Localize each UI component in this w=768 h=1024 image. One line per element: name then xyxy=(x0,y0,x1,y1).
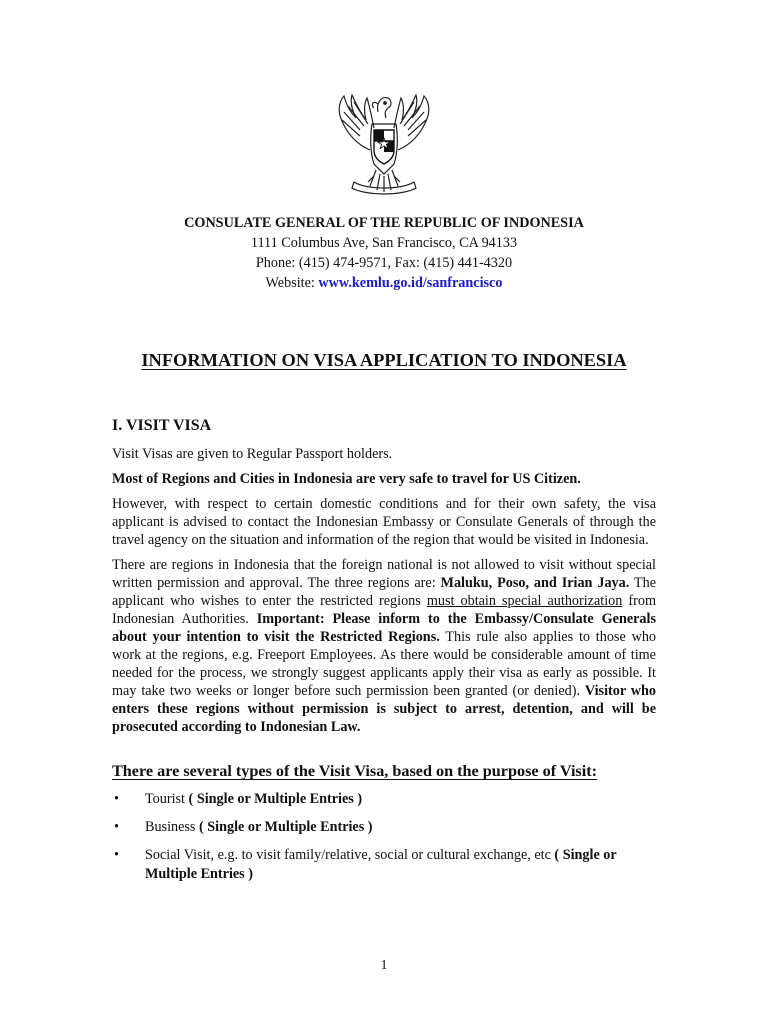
address: 1111 Columbus Ave, San Francisco, CA 94133 xyxy=(250,235,518,251)
advisory-paragraph: However, with respect to certain domestic conditions and for their own safety, the visa applicant is advised to contact the Indonesian Embassy or Consulate Generals of through the travel agency on the situation and information of the region that would be visited in Indonesia. xyxy=(112,496,656,548)
list-item: • Tourist ( Single or Multiple Entries ) xyxy=(114,791,363,807)
organization-name: CONSULATE GENERAL OF THE REPUBLIC OF INDONESIA xyxy=(184,215,584,231)
list-item: • Business ( Single or Multiple Entries ) xyxy=(114,819,373,835)
website-link[interactable]: www.kemlu.go.id/sanfrancisco xyxy=(318,275,503,291)
website-line xyxy=(0,273,768,293)
arrest-warning: Visitor who enters these regions without permission is subject to arrest, detention, and will be prosecuted according to Indonesian Law. xyxy=(112,683,656,735)
section-heading: I. VISIT VISA xyxy=(112,417,212,434)
letterhead xyxy=(0,213,768,293)
document-title: INFORMATION ON VISA APPLICATION TO INDONESIA xyxy=(141,350,627,370)
restricted-regions-list: Maluku, Poso, and Irian Jaya. xyxy=(440,575,630,591)
bullet-icon: • xyxy=(114,847,119,863)
intro-paragraph: Visit Visas are given to Regular Passport holders. xyxy=(112,446,393,462)
visa-types-list xyxy=(112,790,656,884)
garuda-emblem-icon xyxy=(330,90,438,200)
restricted-regions-paragraph: There are regions in Indonesia that the foreign national is not allowed to visit without special written permission and approval. The three regions are: Maluku, Poso, and Irian Jaya. The applicant who wishes to enter the restricted regions must obtain special authorization from Indonesian Authorities. Important: Please inform to the Embassy/Consulate Generals about your intention to visit the Restricted Regions. This rule also applies to those who work at the regions, e.g. Freeport Employees. As there would be considerable amount of time needed for the process, we strongly suggest applicants apply their visa as early as possible. It may take two weeks or longer before such permission been granted (or denied). Visitor who enters these regions without permission is subject to arrest, detention, and will be prosecuted according to Indonesian Law. xyxy=(112,557,657,735)
bullet-icon: • xyxy=(114,819,119,835)
special-authorization-emphasis: must obtain special authorization xyxy=(426,593,623,609)
website-label: Website: xyxy=(265,275,315,291)
phone-fax: Phone: (415) 474-9571, Fax: (415) 441-4320 xyxy=(255,255,513,271)
page-number: 1 xyxy=(380,958,388,973)
important-notice: Important: Please inform to the Embassy/Consulate Generals about your intention to visit the Restricted Regions. xyxy=(112,611,656,645)
list-item: • Social Visit, e.g. to visit family/relative, social or cultural exchange, etc ( Single or Multiple Entries ) xyxy=(114,847,617,882)
safety-note: Most of Regions and Cities in Indonesia are very safe to travel for US Citizen. xyxy=(112,471,581,487)
bullet-icon: • xyxy=(114,791,119,807)
visa-types-heading: There are several types of the Visit Visa, based on the purpose of Visit: xyxy=(112,762,598,780)
document-body xyxy=(112,416,656,893)
